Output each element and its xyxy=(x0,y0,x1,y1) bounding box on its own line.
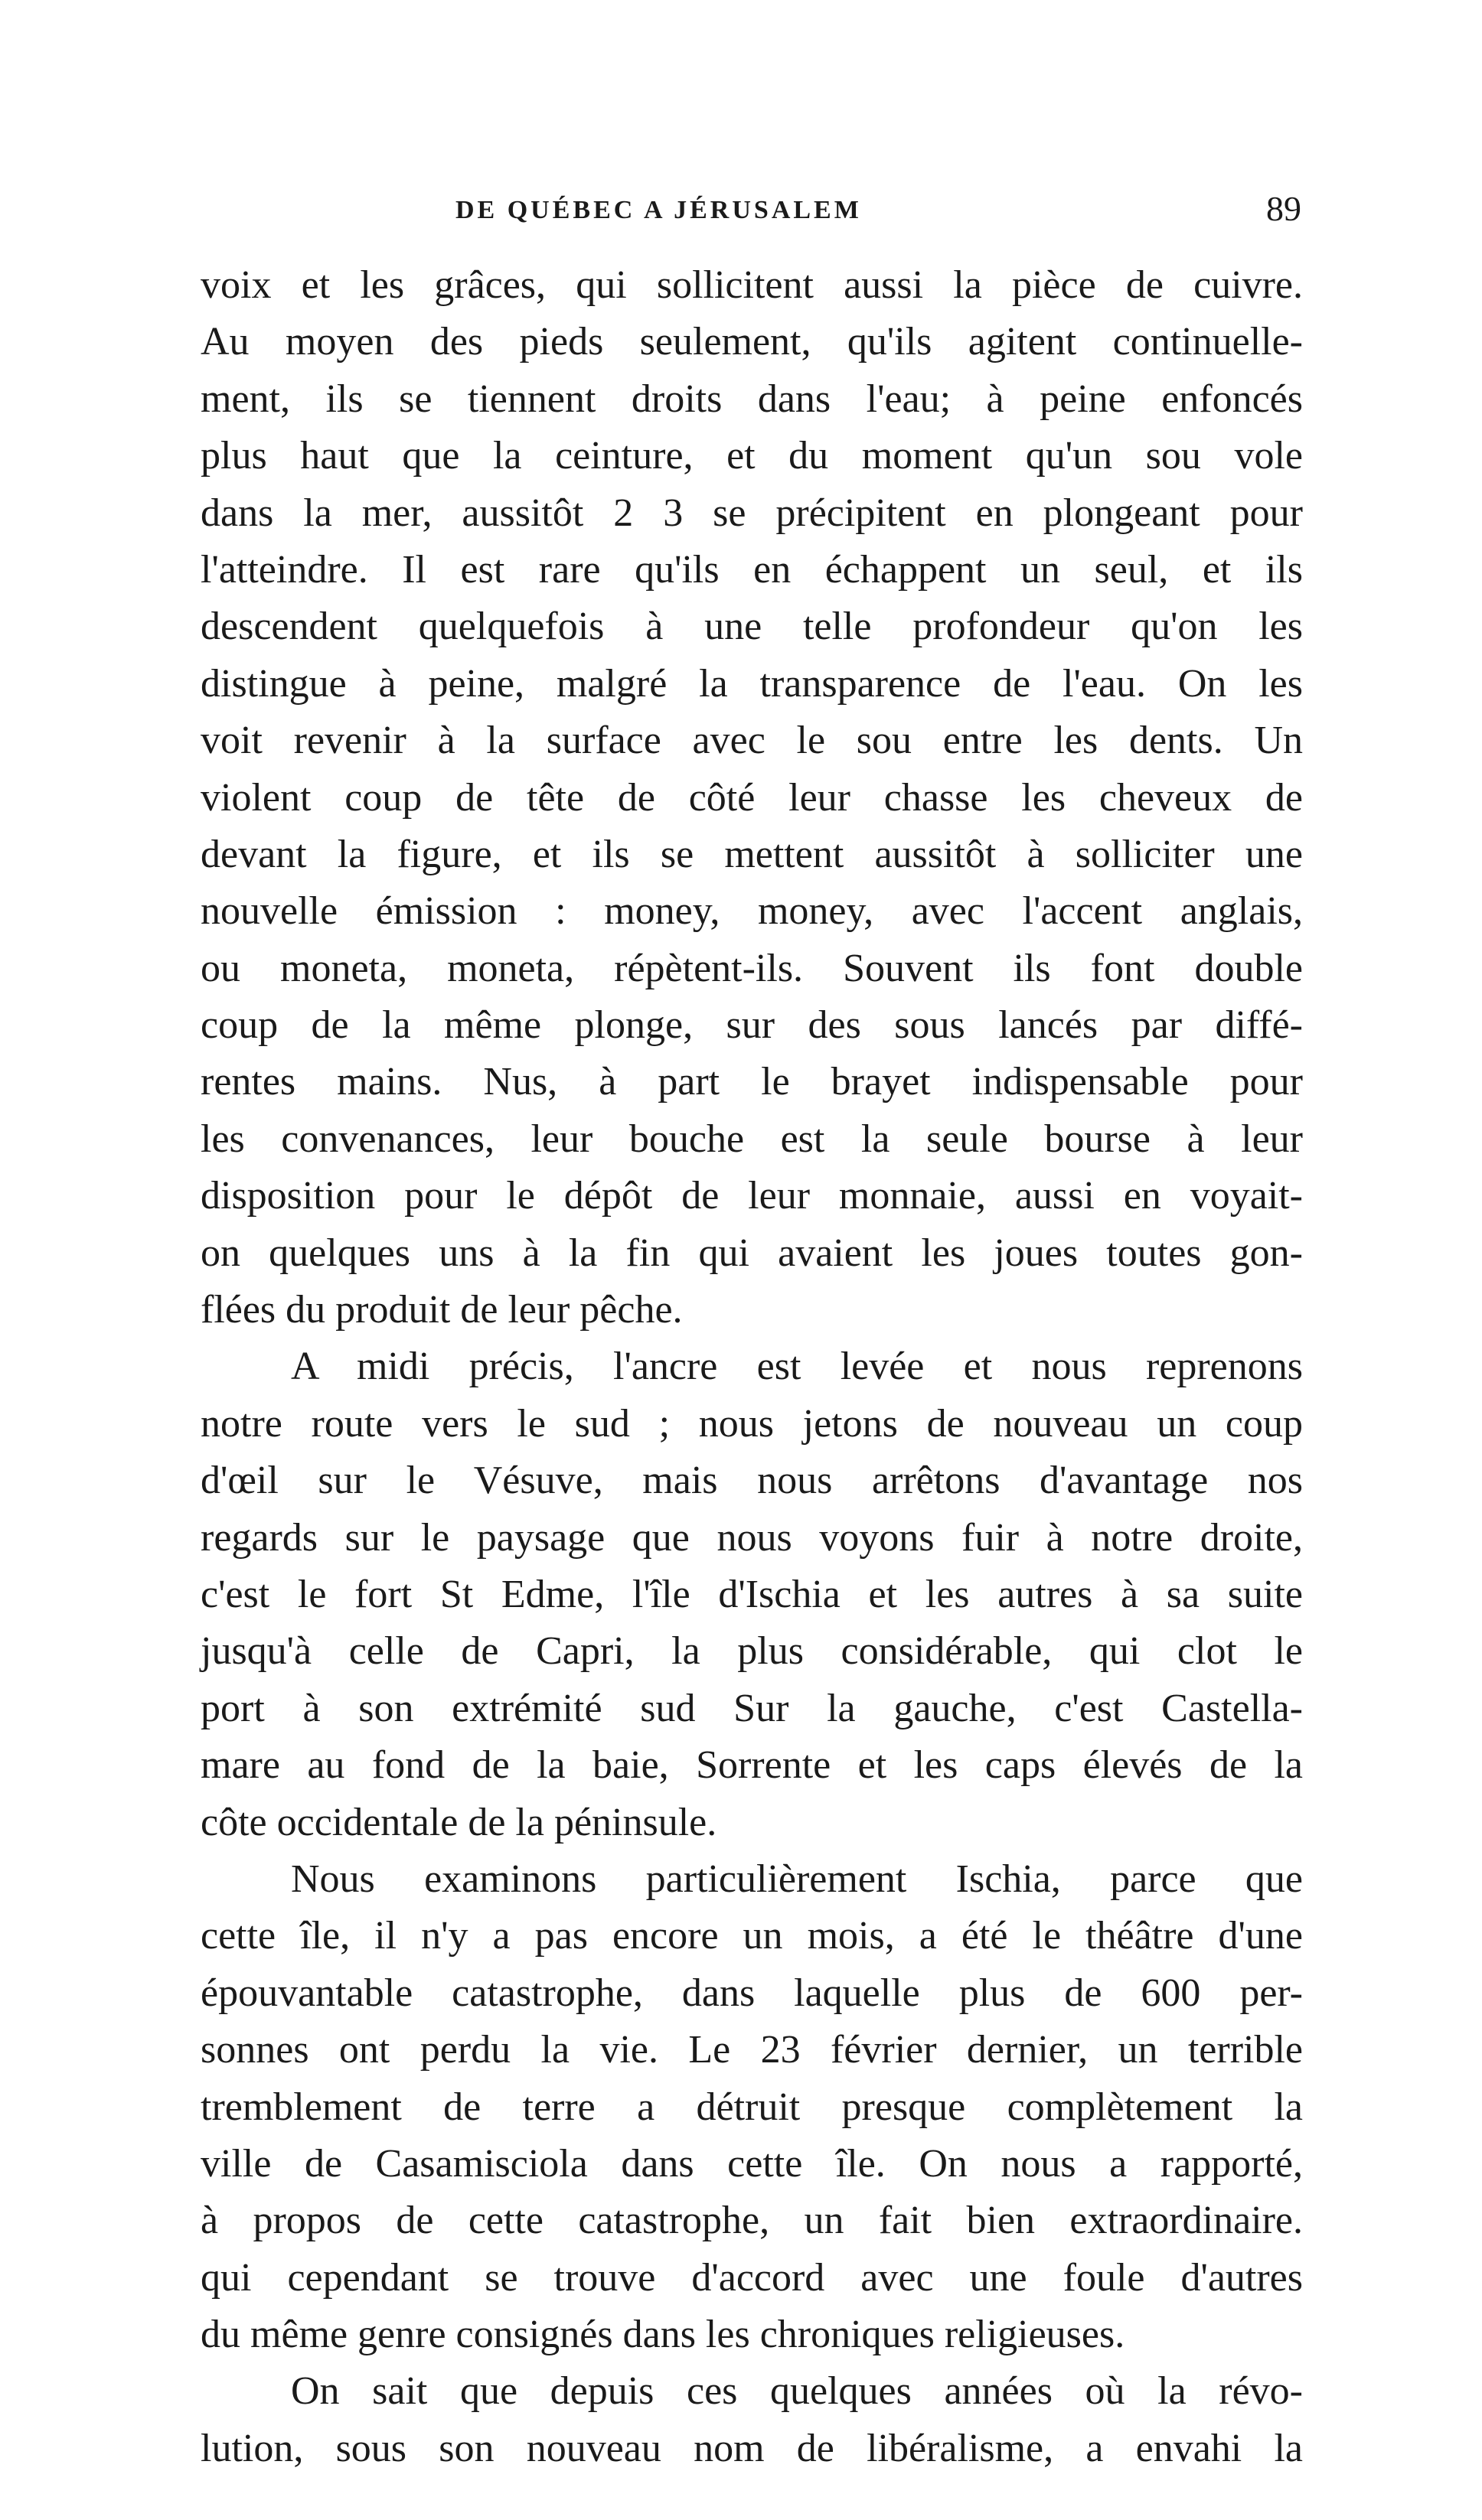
text-line: voix et les grâces, qui sollicitent aussi la pièce de cuivre. xyxy=(201,263,1303,307)
text-line: l'atteindre. Il est rare qu'ils en échappent un seul, et ils xyxy=(201,547,1303,592)
text-line: lution, sous son nouveau nom de libéralisme, a envahi la xyxy=(201,2426,1303,2470)
text-line: du même genre consignés dans les chroniques religieuses. xyxy=(201,2313,1125,2357)
text-line: regards sur le paysage que nous voyons fuir à notre droite, xyxy=(201,1515,1303,1560)
text-line: à propos de cette catastrophe, un fait bien extraordinaire. xyxy=(201,2199,1303,2243)
text-line: côte occidentale de la péninsule. xyxy=(201,1800,717,1844)
text-line: ville de Casamisciola dans cette île. On nous a rapporté, xyxy=(201,2141,1303,2186)
text-line: nouvelle émission : money, money, avec l'accent anglais, xyxy=(201,889,1303,934)
text-line: qui cependant se trouve d'accord avec une foule d'autres xyxy=(201,2255,1303,2300)
text-line: descendent quelquefois à une telle profondeur qu'on les xyxy=(201,605,1303,649)
text-line: voit revenir à la surface avec le sou entre les dents. Un xyxy=(201,719,1303,763)
text-line: coup de la même plonge, sur des sous lancés par diffé- xyxy=(201,1003,1303,1048)
body-text xyxy=(201,257,1303,2477)
text-line: distingue à peine, malgré la transparence de l'eau. On les xyxy=(201,661,1303,706)
text-line: devant la figure, et ils se mettent aussitôt à solliciter une xyxy=(201,832,1303,876)
text-line: c'est le fort St Edme, l'île d'Ischia et les autres à sa suite xyxy=(201,1572,1303,1616)
text-line: flées du produit de leur pêche. xyxy=(201,1288,683,1332)
text-line: épouvantable catastrophe, dans laquelle plus de 600 per- xyxy=(201,1971,1303,2015)
text-line: ou moneta, moneta, répètent-ils. Souvent ils font double xyxy=(201,946,1303,990)
page-header xyxy=(207,191,1301,245)
text-line: on quelques uns à la fin qui avaient les joues toutes gon- xyxy=(201,1231,1303,1275)
text-line: cette île, il n'y a pas encore un mois, a été le théâtre d'une xyxy=(201,1914,1303,1958)
running-title: DE QUÉBEC A JÉRUSALEM xyxy=(455,196,862,224)
text-line: sonnes ont perdu la vie. Le 23 février dernier, un terrible xyxy=(201,2028,1303,2072)
text-line: violent coup de tête de côté leur chasse les cheveux de xyxy=(201,775,1303,820)
text-line: tremblement de terre a détruit presque complètement la xyxy=(201,2085,1303,2129)
text-line: dans la mer, aussitôt 2 3 se précipitent en plongeant pour xyxy=(201,491,1303,535)
text-line: plus haut que la ceinture, et du moment qu'un sou vole xyxy=(201,434,1303,478)
page-number: 89 xyxy=(1266,189,1301,228)
text-line: jusqu'à celle de Capri, la plus considérable, qui clot le xyxy=(201,1629,1303,1674)
text-line: A midi précis, l'ancre est levée et nous reprenons xyxy=(291,1345,1303,1389)
text-line: port à son extrémité sud Sur la gauche, c'est Castella- xyxy=(201,1686,1303,1730)
text-line: On sait que depuis ces quelques années où la révo- xyxy=(291,2369,1303,2414)
text-line: ment, ils se tiennent droits dans l'eau; à peine enfoncés xyxy=(201,377,1303,421)
text-line: disposition pour le dépôt de leur monnaie, aussi en voyait- xyxy=(201,1174,1303,1218)
text-line: mare au fond de la baie, Sorrente et les caps élevés de la xyxy=(201,1743,1303,1788)
text-line: Nous examinons particulièrement Ischia, parce que xyxy=(291,1857,1303,1901)
text-line: notre route vers le sud ; nous jetons de nouveau un coup xyxy=(201,1401,1303,1446)
text-line: rentes mains. Nus, à part le brayet indispensable pour xyxy=(201,1060,1303,1104)
text-line: Au moyen des pieds seulement, qu'ils agitent continuelle- xyxy=(201,320,1303,364)
text-line: d'œil sur le Vésuve, mais nous arrêtons d'avantage nos xyxy=(201,1459,1303,1503)
text-line: les convenances, leur bouche est la seule bourse à leur xyxy=(201,1117,1303,1161)
